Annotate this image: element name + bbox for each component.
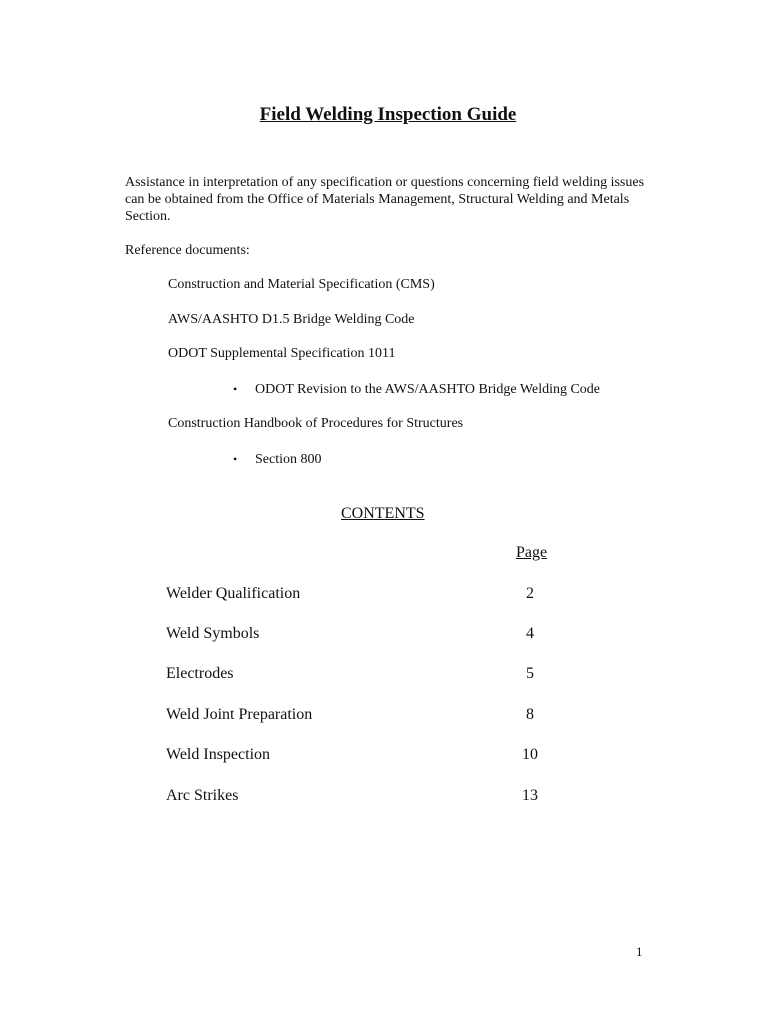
reference-item: Construction and Material Specification (CMS) bbox=[168, 277, 435, 292]
reference-item: ODOT Supplemental Specification 1011 bbox=[168, 346, 396, 361]
toc-label: Weld Inspection bbox=[166, 746, 271, 763]
bullet-icon: • bbox=[233, 452, 238, 466]
toc-label: Electrodes bbox=[166, 665, 234, 682]
reference-subitem bbox=[233, 382, 600, 398]
toc-label: Arc Strikes bbox=[166, 787, 239, 804]
toc-label: Weld Joint Preparation bbox=[166, 706, 313, 723]
reference-item: AWS/AASHTO D1.5 Bridge Welding Code bbox=[168, 312, 415, 327]
toc-row bbox=[166, 625, 566, 647]
toc-page-number: 10 bbox=[522, 746, 538, 763]
page-number: 1 bbox=[636, 944, 643, 959]
reference-heading: Reference documents: bbox=[125, 243, 250, 258]
toc-row bbox=[166, 787, 566, 809]
intro-paragraph: Assistance in interpretation of any specification or questions concerning field welding issues can be obtained from the Office of Materials Management, Structural Welding and Metals Section. bbox=[125, 175, 645, 224]
toc-page-number: 4 bbox=[526, 625, 534, 642]
page-column-heading: Page bbox=[516, 544, 548, 561]
reference-item: Construction Handbook of Procedures for Structures bbox=[168, 416, 464, 431]
toc-page-number: 8 bbox=[526, 706, 534, 723]
toc-page-number: 2 bbox=[526, 585, 534, 602]
reference-subitem-text: Section 800 bbox=[255, 452, 322, 467]
toc-label: Welder Qualification bbox=[166, 585, 301, 602]
toc-row bbox=[166, 706, 566, 728]
reference-subitem-text: ODOT Revision to the AWS/AASHTO Bridge Welding Code bbox=[255, 382, 601, 397]
contents-heading: CONTENTS bbox=[341, 505, 425, 522]
toc-row bbox=[166, 665, 566, 687]
toc-page-number: 5 bbox=[526, 665, 534, 682]
bullet-icon: • bbox=[233, 382, 238, 396]
toc-row bbox=[166, 746, 566, 768]
document-title: Field Welding Inspection Guide bbox=[259, 104, 517, 125]
toc-page-number: 13 bbox=[522, 787, 538, 804]
reference-subitem bbox=[233, 452, 322, 468]
toc-label: Weld Symbols bbox=[166, 625, 260, 642]
toc-row bbox=[166, 585, 566, 607]
